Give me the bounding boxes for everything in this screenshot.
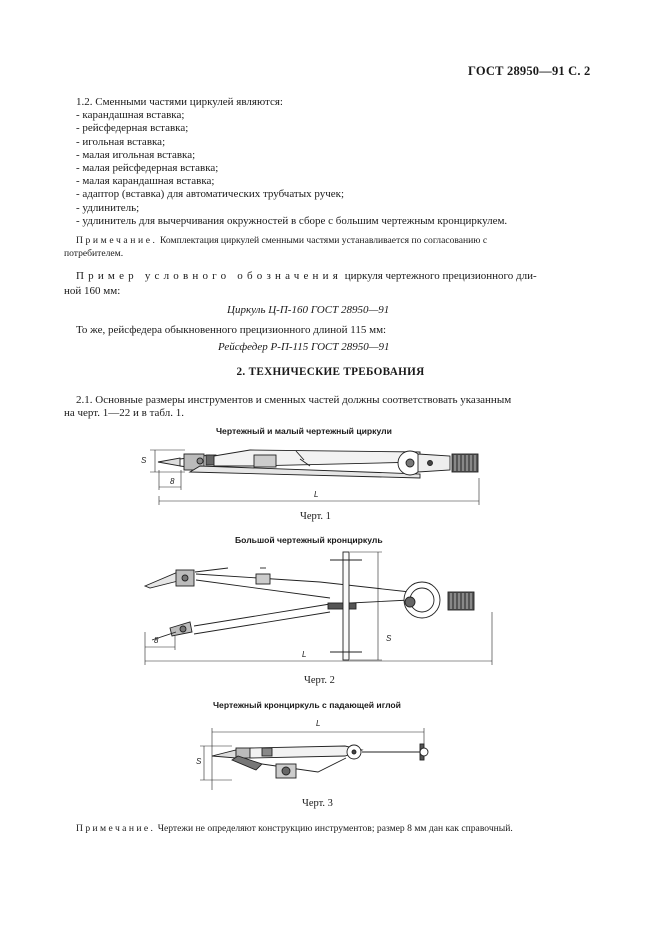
example-line-1 — [76, 270, 537, 283]
note-text: Комплектация циркулей сменными частями устанавливается по согласованию с — [159, 235, 488, 246]
dim-s-label: S — [196, 757, 202, 766]
list-item: - адаптор (вставка) для автоматических трубчатых ручек; — [76, 188, 345, 201]
designation-2: Рейсфедер Р-П-115 ГОСТ 28950—91 — [218, 341, 390, 353]
note-2 — [76, 823, 513, 836]
list-item: - удлинитель; — [76, 201, 140, 214]
list-item: - рейсфедерная вставка; — [76, 122, 189, 135]
note-label: Примечание. — [76, 823, 156, 834]
clause-2-1-line-1: 2.1. Основные размеры инструментов и сменных частей должны соответствовать указанным — [76, 394, 512, 406]
figure-3-drawing — [0, 712, 661, 802]
dim-b-label: 8 — [154, 636, 159, 645]
clause-1-2 — [76, 96, 596, 228]
clause-2-1-line-2: на черт. 1—22 и в табл. 1. — [64, 407, 184, 419]
figure-2-title: Большой чертежный кронциркуль — [235, 535, 383, 545]
figure-3-caption: Черт. 3 — [302, 798, 333, 809]
note-1-line2: потребителем. — [64, 248, 124, 259]
dim-b-label: 8 — [170, 477, 175, 486]
page-header: ГОСТ 28950—91 С. 2 — [468, 64, 591, 78]
dim-l-label: L — [314, 490, 319, 499]
section-title: 2. ТЕХНИЧЕСКИЕ ТРЕБОВАНИЯ — [236, 366, 425, 378]
dim-s-label: S — [141, 456, 147, 465]
figure-3-title: Чертежный кронциркуль с падающей иглой — [213, 700, 401, 710]
dim-l-label: L — [302, 650, 307, 659]
list-item: - малая карандашная вставка; — [76, 175, 215, 188]
list-item: - игольная вставка; — [76, 135, 166, 148]
example-text: циркуля чертежного прецизионного дли- — [344, 270, 537, 282]
dim-s-label: S — [386, 634, 392, 643]
figure-1-title: Чертежный и малый чертежный циркули — [216, 426, 392, 436]
example-line-2: ной 160 мм: — [64, 285, 121, 297]
dim-l-label: L — [316, 719, 321, 728]
list-item: - малая игольная вставка; — [76, 148, 196, 161]
figure-2-caption: Черт. 2 — [304, 675, 335, 686]
note-text: Чертежи не определяют конструкцию инструментов; размер 8 мм дан как справочный. — [157, 823, 513, 834]
figure-1-caption: Черт. 1 — [300, 511, 331, 522]
list-item: - малая рейсфедерная вставка; — [76, 162, 219, 175]
designation-1: Циркуль Ц-П-160 ГОСТ 28950—91 — [227, 304, 390, 316]
figure-2-drawing — [0, 545, 661, 675]
same-text: То же, рейсфедера обыкновенного прецизионного длиной 115 мм: — [76, 324, 387, 336]
list-item: - удлинитель для вычерчивания окружностей в сборе с большим чертежным кронциркулем. — [76, 214, 508, 227]
example-label: Пример условного обозначения — [76, 270, 342, 282]
note-1 — [76, 235, 586, 248]
note-label: Примечание. — [76, 235, 158, 246]
clause-intro: 1.2. Сменными частями циркулей являются: — [76, 96, 283, 108]
list-item: - карандашная вставка; — [76, 109, 185, 122]
